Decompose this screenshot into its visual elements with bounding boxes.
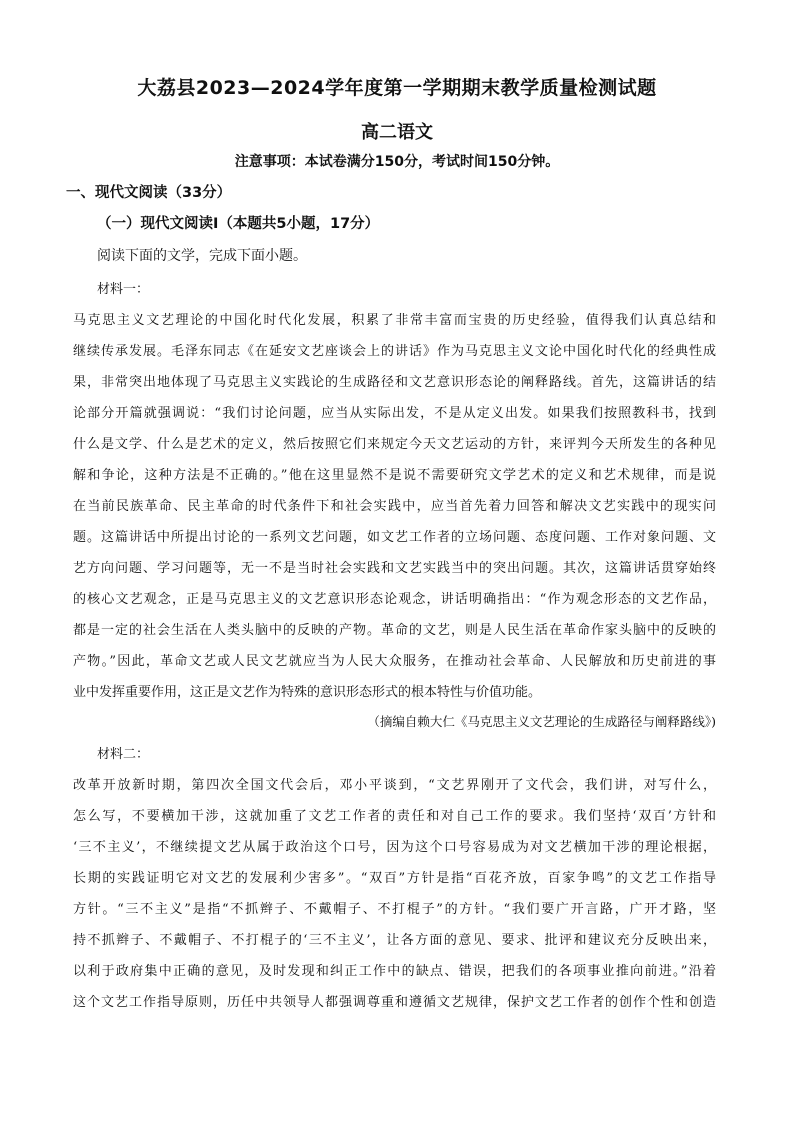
material-two-line: 怎么写，不要横加干涉，这就加重了文艺工作者的责任和对自己工作的要求。我们坚持‘双百’方针和 (73, 809, 716, 824)
material-one-line: 都是一定的社会生活在人类头脑中的反映的产物。革命的文艺，则是人民生活在革命作家头脑中的反映的 (73, 623, 716, 638)
material-one-line: 题。这篇讲话中所提出讨论的一系列文艺问题，如文艺工作者的立场问题、态度问题、工作对象问题、文 (73, 530, 716, 545)
material-one-source: （摘编自赖大仁《马克思主义文艺理论的生成路径与阐释路线》) (367, 714, 716, 729)
material-two-line: 方针。“三不主义”是指“不抓辫子、不戴帽子、不打棍子”的方针。“我们要广开言路，广开才路，坚 (73, 902, 716, 917)
exam-title: 大荔县2023—2024学年度第一学期期末教学质量检测试题 (137, 77, 657, 99)
exam-notice: 注意事项：本试卷满分150分，考试时间150分钟。 (234, 154, 560, 170)
material-two-label: 材料二： (97, 747, 150, 762)
material-two-line: ‘三不主义’，不继续提文艺从属于政治这个口号，因为这个口号容易成为对文艺横加干涉的理论根据， (73, 840, 716, 855)
material-one-line: 业中发挥重要作用，这正是文艺作为特殊的意识形态形式的根本特性与价值功能。 (73, 685, 542, 700)
material-two-line: 改革开放新时期，第四次全国文代会后，邓小平谈到，“文艺界刚开了文代会，我们讲，对写什么， (73, 778, 716, 793)
material-one-line: 艺方向问题、学习问题等，无一不是当时社会实践和文艺实践当中的突出问题。其次，这篇讲话贯穿始终 (73, 561, 716, 576)
subsection-heading: （一）现代文阅读Ⅰ（本题共5小题，17分） (97, 216, 380, 232)
material-one-line: 果，非常突出地体现了马克思主义实践论的生成路径和文艺意识形态论的阐释路线。首先，这篇讲话的结 (73, 375, 716, 390)
section-heading: 一、现代文阅读（33分） (66, 185, 232, 201)
material-one-line: 的核心文艺观念，正是马克思主义的文艺意识形态论观念，讲话明确指出：“作为观念形态的文艺作品， (73, 592, 716, 607)
material-one-line: 继续传承发展。毛泽东同志《在延安文艺座谈会上的讲话》作为马克思主义文论中国化时代化的经典性成 (73, 344, 716, 359)
material-one-label: 材料一： (97, 282, 150, 297)
subject-title: 高二语文 (361, 122, 433, 143)
material-one-line: 什么是文学、什么是艺术的定义，然后按照它们来规定今天文艺运动的方针，来评判今天所发生的各种见 (73, 437, 716, 452)
reading-instruction: 阅读下面的文学，完成下面小题。 (97, 248, 307, 264)
material-two-line: 持不抓辫子、不戴帽子、不打棍子的‘三不主义’，让各方面的意见、要求、批评和建议充分反映出来， (73, 933, 716, 948)
material-one-line: 在当前民族革命、民主革命的时代条件下和社会实践中，应当首先着力回答和解决文艺实践中的现实问 (73, 499, 716, 514)
material-two-line: 以利于政府集中正确的意见，及时发现和纠正工作中的缺点、错误，把我们的各项事业推向前进。”沿着 (73, 964, 716, 979)
material-two-line: 这个文艺工作指导原则，历任中共领导人都强调尊重和遵循文艺规律，保护文艺工作者的创作个性和创造 (73, 995, 716, 1010)
material-one-line: 论部分开篇就强调说：“我们讨论问题，应当从实际出发，不是从定义出发。如果我们按照教科书，找到 (73, 406, 716, 421)
material-two-line: 长期的实践证明它对文艺的发展利少害多”。“双百”方针是指“百花齐放，百家争鸣”的文艺工作指导 (73, 871, 716, 886)
material-one-line: 产物。”因此，革命文艺或人民文艺就应当为人民大众服务，在推动社会革命、人民解放和历史前进的事 (73, 654, 716, 669)
material-one-line: 马克思主义文艺理论的中国化时代化发展，积累了非常丰富而宝贵的历史经验，值得我们认真总结和 (73, 313, 716, 328)
material-one-line: 解和争论，这种方法是不正确的。”他在这里显然不是说不需要研究文学艺术的定义和艺术规律，而是说 (73, 468, 716, 483)
